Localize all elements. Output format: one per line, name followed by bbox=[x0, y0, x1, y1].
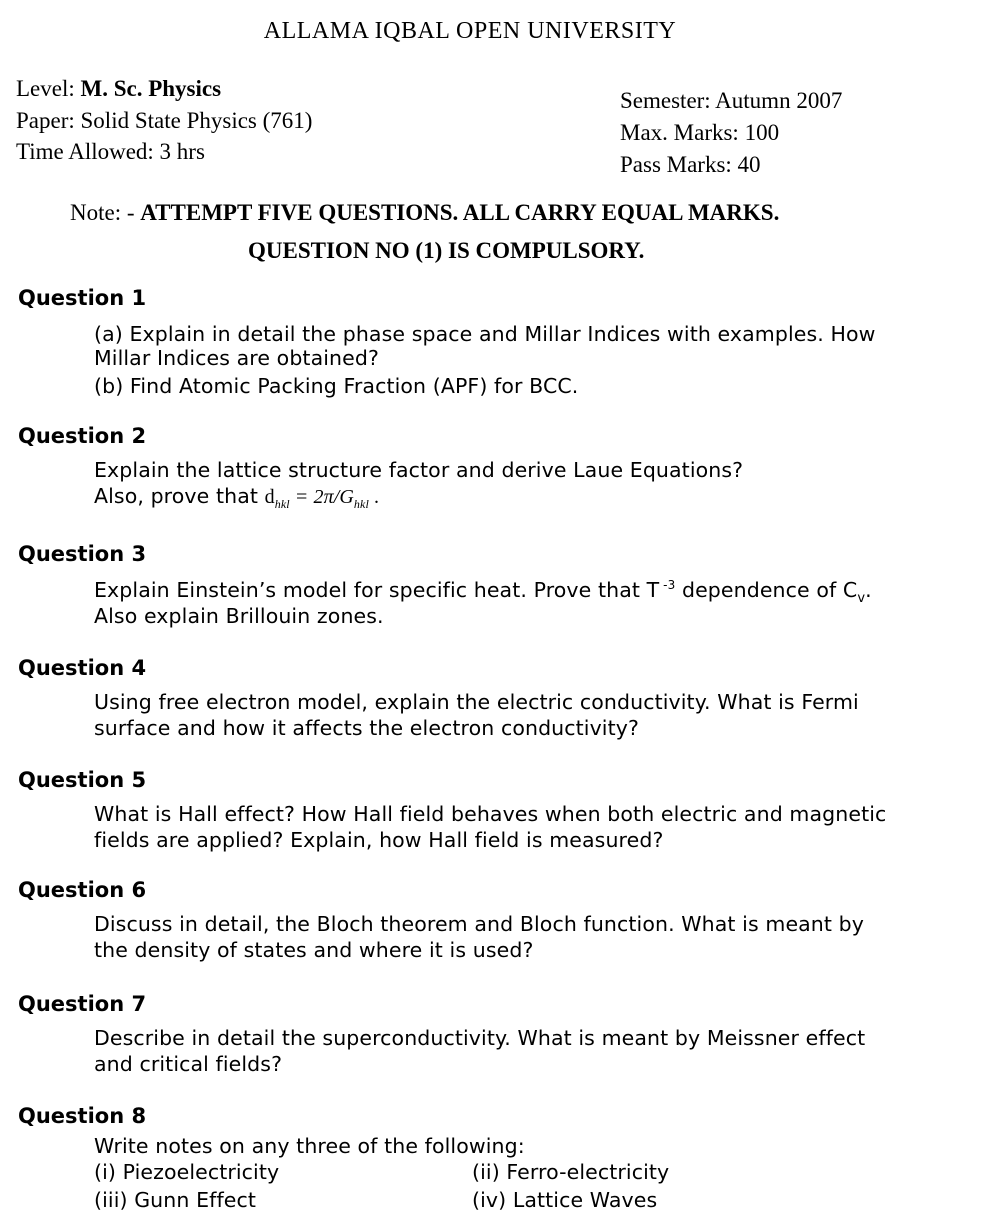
question-3-text: Explain Einstein’s model for specific heat. Prove that T bbox=[94, 578, 660, 602]
paper-label: Paper: bbox=[16, 108, 75, 133]
question-6-title: Question 6 bbox=[18, 878, 147, 902]
question-2-line-prefix: Also, prove that bbox=[94, 484, 265, 508]
paper-line bbox=[16, 108, 312, 134]
level-value: M. Sc. Physics bbox=[80, 76, 222, 101]
formula-d-sub: hkl bbox=[274, 497, 290, 511]
note-instruction: ATTEMPT FIVE QUESTIONS. ALL CARRY EQUAL MARKS. bbox=[140, 200, 780, 225]
formula-mid: = 2π/G bbox=[289, 486, 354, 508]
question-8-option: (iv) Lattice Waves bbox=[472, 1188, 658, 1212]
max-marks: Max. Marks: 100 bbox=[620, 120, 780, 145]
paper-value: Solid State Physics (761) bbox=[80, 108, 313, 133]
question-1-line: Millar Indices are obtained? bbox=[94, 346, 379, 370]
question-5-title: Question 5 bbox=[18, 768, 147, 792]
question-6-line: Discuss in detail, the Bloch theorem and Bloch function. What is meant by bbox=[94, 912, 865, 936]
question-2-line-formula bbox=[94, 484, 379, 512]
question-2-title: Question 2 bbox=[18, 424, 147, 448]
note-prefix: Note: - bbox=[70, 200, 141, 225]
question-3-subscript: v bbox=[857, 591, 866, 607]
question-8-title: Question 8 bbox=[18, 1104, 147, 1128]
question-3-title: Question 3 bbox=[18, 542, 147, 566]
question-5-line: fields are applied? Explain, how Hall field is measured? bbox=[94, 828, 664, 852]
question-8-option: (i) Piezoelectricity bbox=[94, 1160, 280, 1184]
question-1-line: (b) Find Atomic Packing Fraction (APF) for BCC. bbox=[94, 374, 579, 398]
note-line-2: QUESTION NO (1) IS COMPULSORY. bbox=[248, 238, 645, 263]
question-3-line bbox=[94, 578, 872, 606]
question-6-line: the density of states and where it is used? bbox=[94, 938, 534, 962]
question-8-option: (ii) Ferro-electricity bbox=[472, 1160, 670, 1184]
formula-d-hkl bbox=[264, 486, 380, 511]
formula-d: d bbox=[264, 486, 275, 508]
question-8-option: (iii) Gunn Effect bbox=[94, 1188, 256, 1212]
question-3-end: . bbox=[865, 578, 872, 602]
question-4-line: Using free electron model, explain the electric conductivity. What is Fermi bbox=[94, 690, 859, 714]
note-line-1 bbox=[70, 200, 779, 226]
level-label: Level: bbox=[16, 76, 75, 101]
question-4-title: Question 4 bbox=[18, 656, 147, 680]
question-3-text-post: dependence of C bbox=[675, 578, 858, 602]
question-3-exponent: -3 bbox=[659, 578, 676, 593]
question-2-line: Explain the lattice structure factor and derive Laue Equations? bbox=[94, 458, 744, 482]
question-1-line: (a) Explain in detail the phase space and Millar Indices with examples. How bbox=[94, 322, 876, 346]
question-3-line: Also explain Brillouin zones. bbox=[94, 604, 384, 628]
question-7-title: Question 7 bbox=[18, 992, 147, 1016]
time-allowed: Time Allowed: 3 hrs bbox=[16, 139, 205, 164]
question-1-title: Question 1 bbox=[18, 286, 147, 310]
university-title: ALLAMA IQBAL OPEN UNIVERSITY bbox=[263, 18, 677, 44]
question-8-line: Write notes on any three of the following: bbox=[94, 1134, 525, 1158]
formula-g-sub: hkl bbox=[353, 497, 369, 511]
pass-marks: Pass Marks: 40 bbox=[620, 152, 761, 177]
question-7-line: and critical fields? bbox=[94, 1052, 283, 1076]
formula-end: . bbox=[368, 486, 380, 508]
level-line bbox=[16, 76, 221, 102]
question-7-line: Describe in detail the superconductivity. What is meant by Meissner effect bbox=[94, 1026, 866, 1050]
question-5-line: What is Hall effect? How Hall field behaves when both electric and magnetic bbox=[94, 802, 887, 826]
question-4-line: surface and how it affects the electron conductivity? bbox=[94, 716, 639, 740]
semester: Semester: Autumn 2007 bbox=[620, 88, 843, 113]
